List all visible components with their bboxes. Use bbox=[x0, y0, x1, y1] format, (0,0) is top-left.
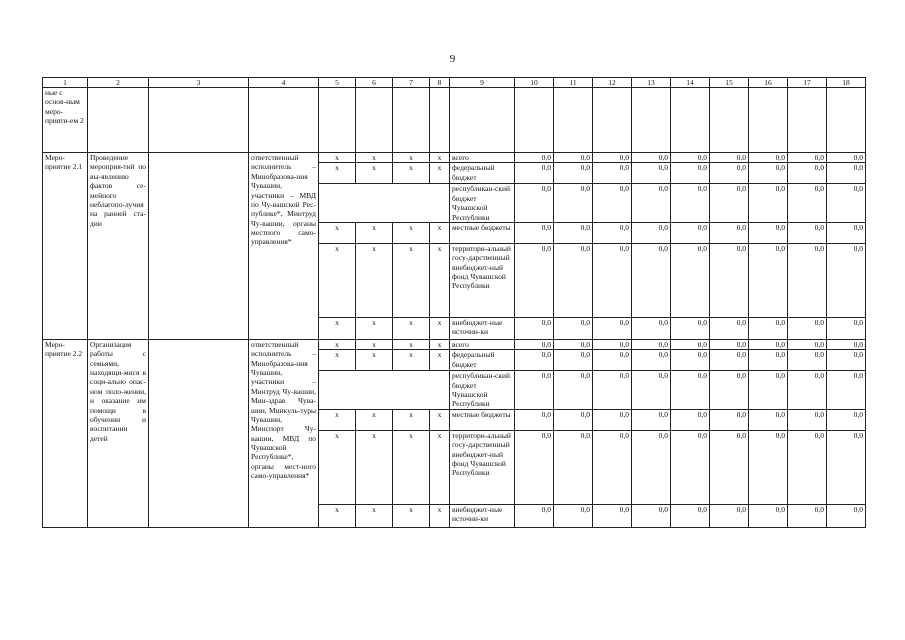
x-mark: x bbox=[430, 243, 450, 317]
funding-value: 0,0 bbox=[710, 153, 749, 163]
x-mark: x bbox=[393, 243, 430, 317]
x-mark: x bbox=[430, 222, 450, 243]
column-number: 4 bbox=[249, 78, 319, 88]
column-number: 8 bbox=[430, 78, 450, 88]
funding-source: федеральный бюджет bbox=[450, 163, 515, 184]
funding-value: 0,0 bbox=[632, 504, 671, 527]
funding-value: 0,0 bbox=[515, 409, 554, 430]
funding-value: 0,0 bbox=[632, 184, 671, 223]
funding-value: 0,0 bbox=[554, 163, 593, 184]
funding-value: 0,0 bbox=[671, 243, 710, 317]
funding-value: 0,0 bbox=[671, 222, 710, 243]
x-mark: x bbox=[393, 430, 430, 504]
funding-value: 0,0 bbox=[632, 243, 671, 317]
x-mark: x bbox=[393, 504, 430, 527]
funding-value: 0,0 bbox=[827, 430, 866, 504]
funding-value: 0,0 bbox=[788, 339, 827, 349]
funding-source: территори-альный госу-дарственный внебюджет-ный фонд Чувашской Республики bbox=[450, 430, 515, 504]
x-mark: x bbox=[393, 222, 430, 243]
funding-value: 0,0 bbox=[554, 317, 593, 339]
funding-value: 0,0 bbox=[710, 163, 749, 184]
column-number: 14 bbox=[671, 78, 710, 88]
funding-value: 0,0 bbox=[593, 243, 632, 317]
funding-value: 0,0 bbox=[632, 153, 671, 163]
funding-source: внебюджет-ные источни-ки bbox=[450, 504, 515, 527]
funding-value: 0,0 bbox=[788, 163, 827, 184]
funding-value: 0,0 bbox=[593, 317, 632, 339]
funding-value: 0,0 bbox=[710, 409, 749, 430]
funding-source: федеральный бюджет bbox=[450, 350, 515, 371]
column-number: 7 bbox=[393, 78, 430, 88]
funding-value: 0,0 bbox=[710, 371, 749, 410]
funding-value: 0,0 bbox=[710, 243, 749, 317]
funding-value: 0,0 bbox=[554, 339, 593, 349]
column-number: 6 bbox=[356, 78, 393, 88]
funding-source: республикан-ский бюджет Чувашской Республики bbox=[450, 371, 515, 410]
column-number: 13 bbox=[632, 78, 671, 88]
funding-value: 0,0 bbox=[515, 350, 554, 371]
x-mark: x bbox=[319, 339, 356, 349]
funding-value: 0,0 bbox=[710, 339, 749, 349]
table-row bbox=[43, 153, 866, 163]
funding-source: республикан-ский бюджет Чувашской Республики bbox=[450, 184, 515, 223]
funding-value: 0,0 bbox=[515, 430, 554, 504]
funding-source: внебюджет-ные источни-ки bbox=[450, 317, 515, 339]
funding-value: 0,0 bbox=[593, 371, 632, 410]
funding-value: 0,0 bbox=[710, 317, 749, 339]
funding-value: 0,0 bbox=[671, 184, 710, 223]
funding-value: 0,0 bbox=[554, 222, 593, 243]
funding-value: 0,0 bbox=[749, 243, 788, 317]
funding-value: 0,0 bbox=[671, 339, 710, 349]
column-number: 3 bbox=[149, 78, 249, 88]
funding-value: 0,0 bbox=[788, 184, 827, 223]
funding-value: 0,0 bbox=[632, 163, 671, 184]
funding-value: 0,0 bbox=[554, 184, 593, 223]
funding-value: 0,0 bbox=[749, 163, 788, 184]
x-mark: x bbox=[356, 317, 393, 339]
funding-value: 0,0 bbox=[749, 317, 788, 339]
funding-value: 0,0 bbox=[827, 409, 866, 430]
funding-value: 0,0 bbox=[671, 350, 710, 371]
funding-value: 0,0 bbox=[788, 350, 827, 371]
funding-value: 0,0 bbox=[515, 339, 554, 349]
funding-source: всего bbox=[450, 339, 515, 349]
funding-value: 0,0 bbox=[827, 222, 866, 243]
continuation-text: ные с основ-ным меро-прияти-ем 2 bbox=[43, 88, 88, 153]
funding-value: 0,0 bbox=[554, 153, 593, 163]
funding-value: 0,0 bbox=[710, 504, 749, 527]
funding-value: 0,0 bbox=[749, 350, 788, 371]
x-mark: x bbox=[319, 222, 356, 243]
funding-source: местные бюджеты bbox=[450, 409, 515, 430]
funding-source: местные бюджеты bbox=[450, 222, 515, 243]
responsible-executor: ответственный исполнитель – Минобразова-ния Чувашии, участники – МВД по Чу-вашской Рес-публике*, Минтруд Чу-вашии, органы местного само-управления* bbox=[249, 153, 319, 340]
funding-value: 0,0 bbox=[788, 153, 827, 163]
column-number: 5 bbox=[319, 78, 356, 88]
funding-value: 0,0 bbox=[827, 153, 866, 163]
funding-value: 0,0 bbox=[749, 504, 788, 527]
funding-value: 0,0 bbox=[710, 222, 749, 243]
funding-value: 0,0 bbox=[749, 222, 788, 243]
funding-value: 0,0 bbox=[593, 184, 632, 223]
funding-value: 0,0 bbox=[593, 222, 632, 243]
x-mark: x bbox=[393, 153, 430, 163]
x-mark: x bbox=[319, 163, 356, 184]
funding-value: 0,0 bbox=[515, 222, 554, 243]
funding-value: 0,0 bbox=[515, 504, 554, 527]
funding-value: 0,0 bbox=[788, 222, 827, 243]
x-mark: x bbox=[393, 163, 430, 184]
x-mark: x bbox=[356, 222, 393, 243]
funding-value: 0,0 bbox=[788, 243, 827, 317]
column-number: 15 bbox=[710, 78, 749, 88]
funding-value: 0,0 bbox=[827, 371, 866, 410]
responsible-executor: ответственный исполнитель – Минобразова-ния Чувашии, участники – Минтруд Чу-вашии, Мин-здрав Чува-шии, Минкуль-туры Чувашии, Минспорт Чу-вашии, МВД по Чувашской Республике*, органы мест-ного само-управления* bbox=[249, 339, 319, 527]
x-mark: x bbox=[393, 350, 430, 371]
funding-value: 0,0 bbox=[827, 317, 866, 339]
table-row bbox=[43, 88, 866, 153]
program-table bbox=[42, 77, 866, 528]
measure-code: Меро-приятие 2.1 bbox=[43, 153, 88, 340]
funding-value: 0,0 bbox=[671, 409, 710, 430]
funding-value: 0,0 bbox=[515, 317, 554, 339]
funding-value: 0,0 bbox=[593, 504, 632, 527]
x-mark: x bbox=[430, 409, 450, 430]
x-mark: x bbox=[356, 243, 393, 317]
column-number: 1 bbox=[43, 78, 88, 88]
funding-source: территори-альный госу-дарственный внебюджет-ный фонд Чувашской Республики bbox=[450, 243, 515, 317]
funding-value: 0,0 bbox=[671, 153, 710, 163]
measure-name: Проведение мероприя-тий по вы-явлению фактов се-мейного неблагопо-лучия на ранней ста-дии bbox=[88, 153, 149, 340]
x-mark: x bbox=[319, 409, 356, 430]
funding-value: 0,0 bbox=[671, 163, 710, 184]
measure-code: Меро-приятие 2.2 bbox=[43, 339, 88, 527]
column-number: 12 bbox=[593, 78, 632, 88]
column-number: 11 bbox=[554, 78, 593, 88]
funding-value: 0,0 bbox=[827, 504, 866, 527]
x-mark: x bbox=[356, 350, 393, 371]
funding-value: 0,0 bbox=[554, 504, 593, 527]
funding-value: 0,0 bbox=[788, 371, 827, 410]
funding-value: 0,0 bbox=[827, 350, 866, 371]
funding-value: 0,0 bbox=[593, 153, 632, 163]
table-row bbox=[43, 339, 866, 349]
x-mark: x bbox=[356, 153, 393, 163]
funding-value: 0,0 bbox=[788, 430, 827, 504]
funding-value: 0,0 bbox=[632, 430, 671, 504]
x-mark: x bbox=[319, 350, 356, 371]
funding-value: 0,0 bbox=[632, 317, 671, 339]
column-number: 16 bbox=[749, 78, 788, 88]
x-mark: x bbox=[430, 430, 450, 504]
funding-value: 0,0 bbox=[554, 371, 593, 410]
funding-value: 0,0 bbox=[749, 339, 788, 349]
funding-value: 0,0 bbox=[632, 409, 671, 430]
funding-value: 0,0 bbox=[671, 430, 710, 504]
funding-value: 0,0 bbox=[554, 350, 593, 371]
funding-value: 0,0 bbox=[671, 317, 710, 339]
x-mark: x bbox=[319, 504, 356, 527]
funding-value: 0,0 bbox=[827, 163, 866, 184]
column-number: 10 bbox=[515, 78, 554, 88]
x-mark: x bbox=[356, 339, 393, 349]
funding-value: 0,0 bbox=[515, 153, 554, 163]
funding-value: 0,0 bbox=[671, 504, 710, 527]
x-mark: x bbox=[356, 504, 393, 527]
funding-value: 0,0 bbox=[827, 243, 866, 317]
x-mark: x bbox=[319, 430, 356, 504]
column-number: 2 bbox=[88, 78, 149, 88]
funding-value: 0,0 bbox=[827, 339, 866, 349]
funding-value: 0,0 bbox=[593, 163, 632, 184]
funding-value: 0,0 bbox=[671, 371, 710, 410]
x-mark: x bbox=[430, 504, 450, 527]
measure-name: Организация работы с семьями, находящи-мися в соци-ально опас-ном поло-жении, и оказание им помощи в обучении и воспитании детей bbox=[88, 339, 149, 527]
x-mark: x bbox=[319, 317, 356, 339]
x-mark: x bbox=[319, 243, 356, 317]
funding-value: 0,0 bbox=[710, 184, 749, 223]
funding-value: 0,0 bbox=[632, 371, 671, 410]
funding-value: 0,0 bbox=[515, 184, 554, 223]
funding-value: 0,0 bbox=[710, 350, 749, 371]
funding-value: 0,0 bbox=[788, 317, 827, 339]
x-mark: x bbox=[393, 409, 430, 430]
column-number: 18 bbox=[827, 78, 866, 88]
funding-value: 0,0 bbox=[749, 430, 788, 504]
funding-value: 0,0 bbox=[827, 184, 866, 223]
x-mark: x bbox=[430, 163, 450, 184]
funding-value: 0,0 bbox=[788, 504, 827, 527]
x-mark: x bbox=[430, 317, 450, 339]
column-numbers-row bbox=[43, 78, 866, 88]
funding-value: 0,0 bbox=[554, 243, 593, 317]
funding-value: 0,0 bbox=[632, 339, 671, 349]
x-mark: x bbox=[393, 339, 430, 349]
funding-value: 0,0 bbox=[593, 409, 632, 430]
funding-source: всего bbox=[450, 153, 515, 163]
funding-value: 0,0 bbox=[515, 163, 554, 184]
funding-value: 0,0 bbox=[788, 409, 827, 430]
funding-value: 0,0 bbox=[632, 222, 671, 243]
funding-value: 0,0 bbox=[632, 350, 671, 371]
page-number: 9 bbox=[449, 53, 456, 65]
x-mark: x bbox=[356, 430, 393, 504]
x-mark: x bbox=[430, 350, 450, 371]
x-mark: x bbox=[356, 409, 393, 430]
funding-value: 0,0 bbox=[554, 409, 593, 430]
funding-value: 0,0 bbox=[710, 430, 749, 504]
column-number: 17 bbox=[788, 78, 827, 88]
funding-value: 0,0 bbox=[749, 371, 788, 410]
funding-value: 0,0 bbox=[593, 339, 632, 349]
x-mark: x bbox=[356, 163, 393, 184]
funding-value: 0,0 bbox=[515, 371, 554, 410]
funding-value: 0,0 bbox=[515, 243, 554, 317]
funding-value: 0,0 bbox=[749, 409, 788, 430]
funding-value: 0,0 bbox=[749, 184, 788, 223]
funding-value: 0,0 bbox=[593, 350, 632, 371]
x-mark: x bbox=[319, 153, 356, 163]
funding-value: 0,0 bbox=[749, 153, 788, 163]
funding-value: 0,0 bbox=[593, 430, 632, 504]
x-mark: x bbox=[430, 339, 450, 349]
x-mark: x bbox=[393, 317, 430, 339]
funding-value: 0,0 bbox=[554, 430, 593, 504]
column-number: 9 bbox=[450, 78, 515, 88]
x-mark: x bbox=[430, 153, 450, 163]
